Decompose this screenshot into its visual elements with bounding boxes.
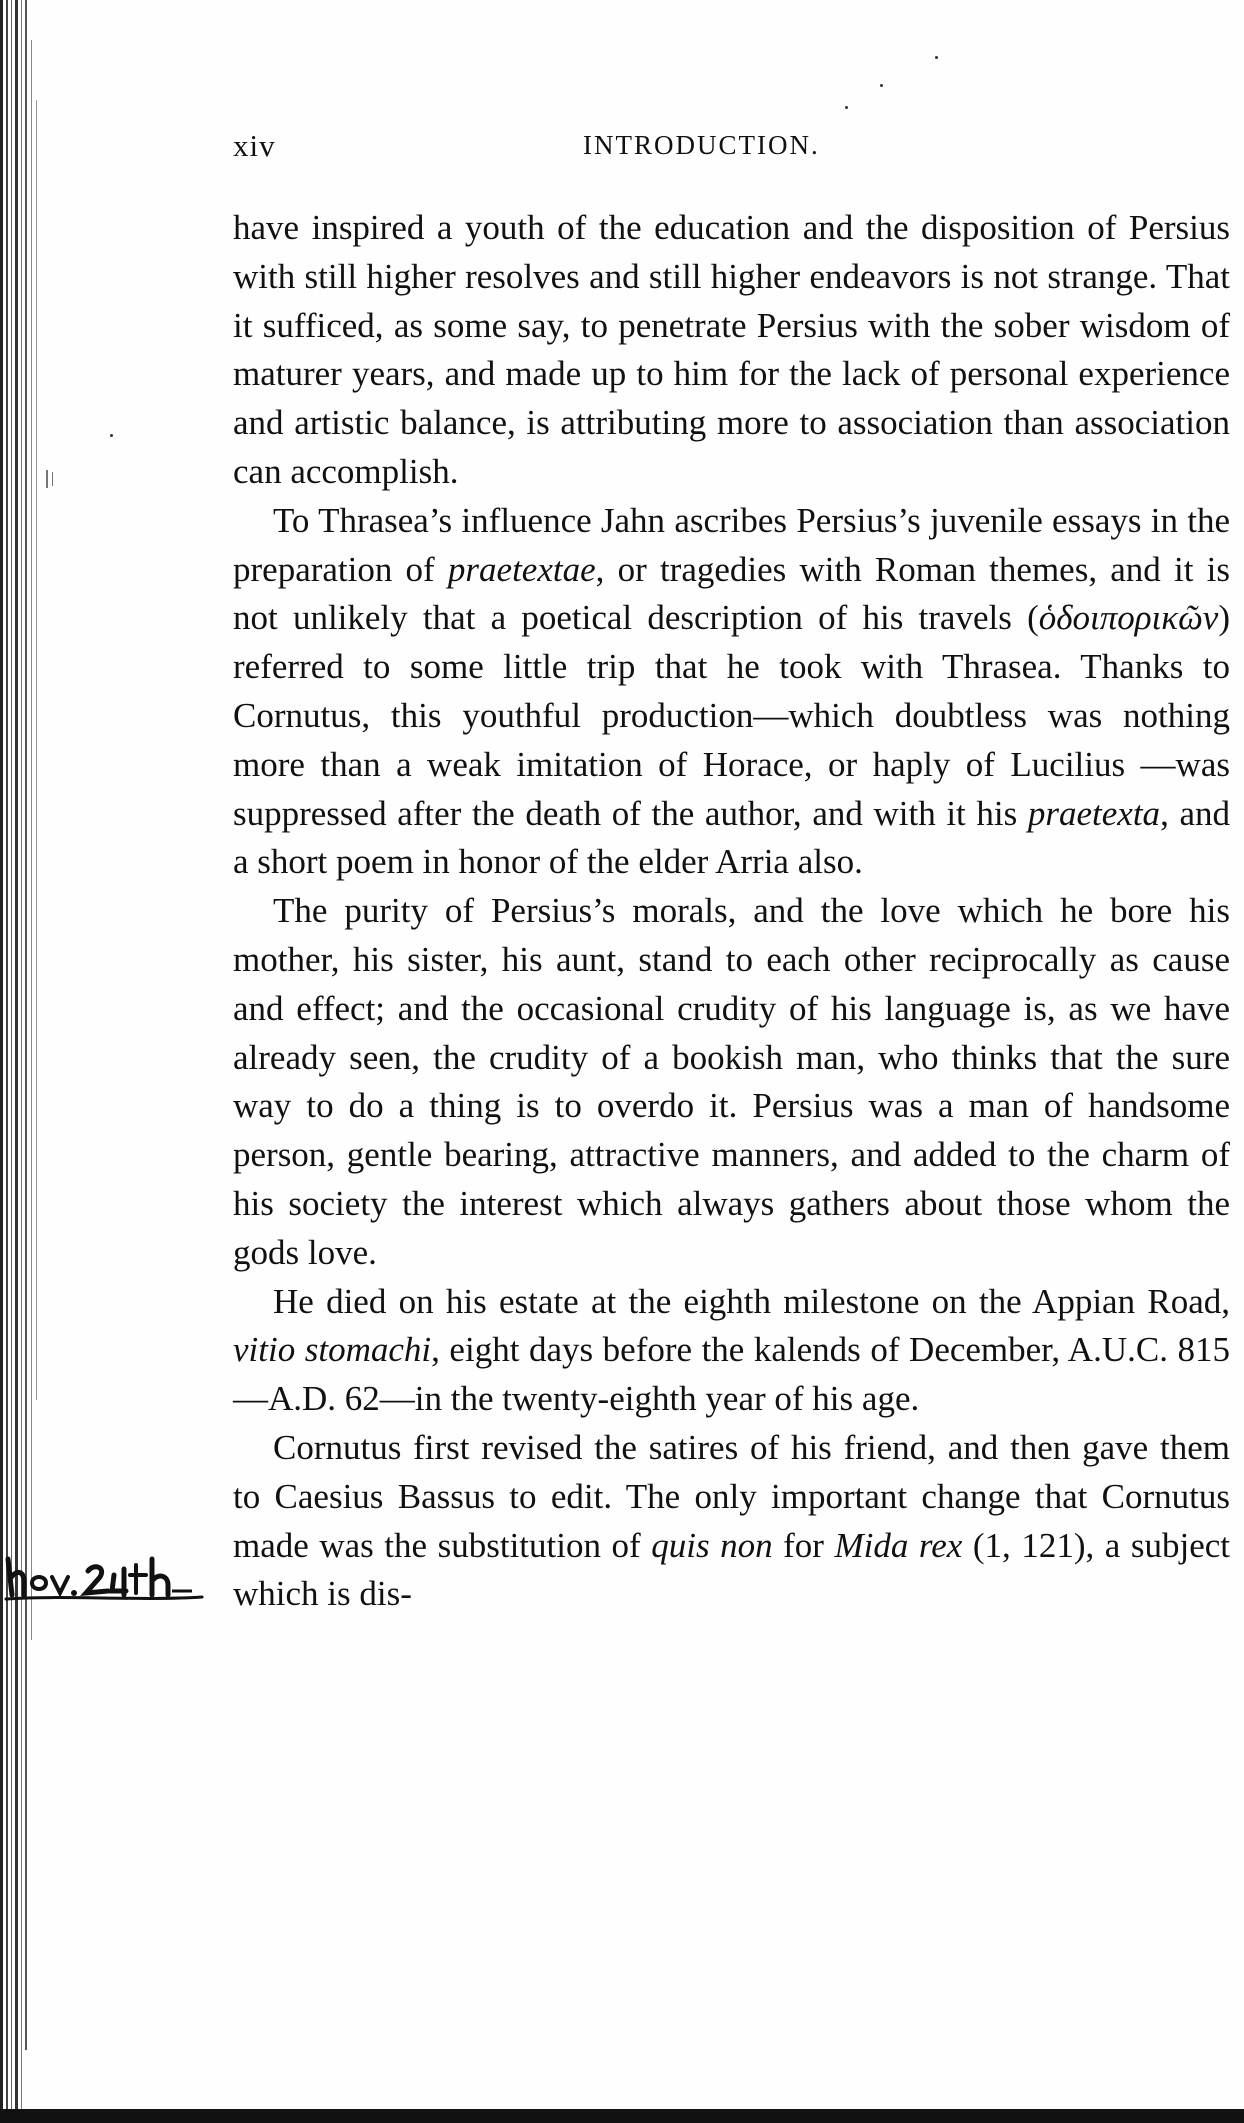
p2-italic-praetextae: praetextae xyxy=(447,549,596,589)
p5-text-b: for xyxy=(772,1525,835,1565)
p4-text-a: He died on his estate at the eighth milestone on the Appian Road, xyxy=(273,1281,1230,1321)
stray-ink-mark xyxy=(880,84,883,87)
paragraph-2 xyxy=(233,497,1230,887)
p2-greek-word: ὁδοιπορικῶν xyxy=(1038,598,1219,638)
p4-italic-vitio-stomachi: vitio stomachi xyxy=(233,1330,432,1370)
paragraph-4 xyxy=(233,1278,1230,1424)
page-gutter-binding xyxy=(0,0,60,2123)
stray-ink-mark xyxy=(935,56,938,59)
p2-text-a: To Thrasea’s influence Jahn ascribes Persius’s juvenile essays in the preparation of xyxy=(233,500,1230,589)
scan-bottom-edge xyxy=(0,2109,1244,2123)
page-header xyxy=(233,128,1233,178)
paragraph-5 xyxy=(233,1424,1230,1619)
running-head: INTRODUCTION. xyxy=(583,130,820,160)
paragraph-3: The purity of Persius’s morals, and the love which he bore his mother, his sister, his aunt, stand to each other reciprocally as cause and effect; and the occasional crudity of his language is, as we have already seen, the crudity of a bookish man, who thinks that the sure way to do a thing is to overdo it. Persius was a man of handsome person, gentle bearing, attractive manners, and added to the charm of his society the interest which always gathers about those whom the gods love. xyxy=(233,891,1230,1272)
page-number: xiv xyxy=(233,128,276,163)
handwritten-margin-note xyxy=(2,1555,232,1603)
p5-text-c: (1, 121), a subject which is dis- xyxy=(233,1525,1230,1614)
stray-ink-mark xyxy=(110,434,113,437)
p2-text-d: , and a short poem in honor of the elder Arria also. xyxy=(233,793,1230,882)
body-text xyxy=(233,204,1230,1619)
p5-italic-quis-non: quis non xyxy=(651,1525,773,1565)
p5-italic-mida-rex: Mida rex xyxy=(834,1525,963,1565)
p5-text-a: Cornutus first revised the satires of his friend, and then gave them to Caesius Bassus to edit. The only important change that Cornutus made was the substitution of xyxy=(233,1427,1230,1565)
p2-text-b: , or tragedies with Roman themes, and it is not unlikely that a poetical description of his travels ( xyxy=(233,549,1230,638)
p2-text-c: ) referred to some little trip that he took with Thrasea. Thanks to Cornutus, this youthful production—which doubtless was nothing more than a weak imitation of Horace, or haply of Lucilius —was suppressed after the death of the author, and with it his xyxy=(233,598,1230,833)
p2-italic-praetexta: praetexta xyxy=(1027,793,1161,833)
paragraph-1: have inspired a youth of the education and the disposition of Persius with still higher resolves and still higher endeavors is not strange. That it sufficed, as some say, to penetrate Persius with the sober wisdom of maturer years, and made up to him for the lack of personal experience and artistic balance, is attributing more to association than association can accomplish. xyxy=(233,208,1230,491)
p4-text-b: , eight days before the kalends of December, A.U.C. 815—A.D. 62—in the twenty-eighth year of his age. xyxy=(233,1330,1230,1419)
stray-ink-mark xyxy=(845,106,848,109)
